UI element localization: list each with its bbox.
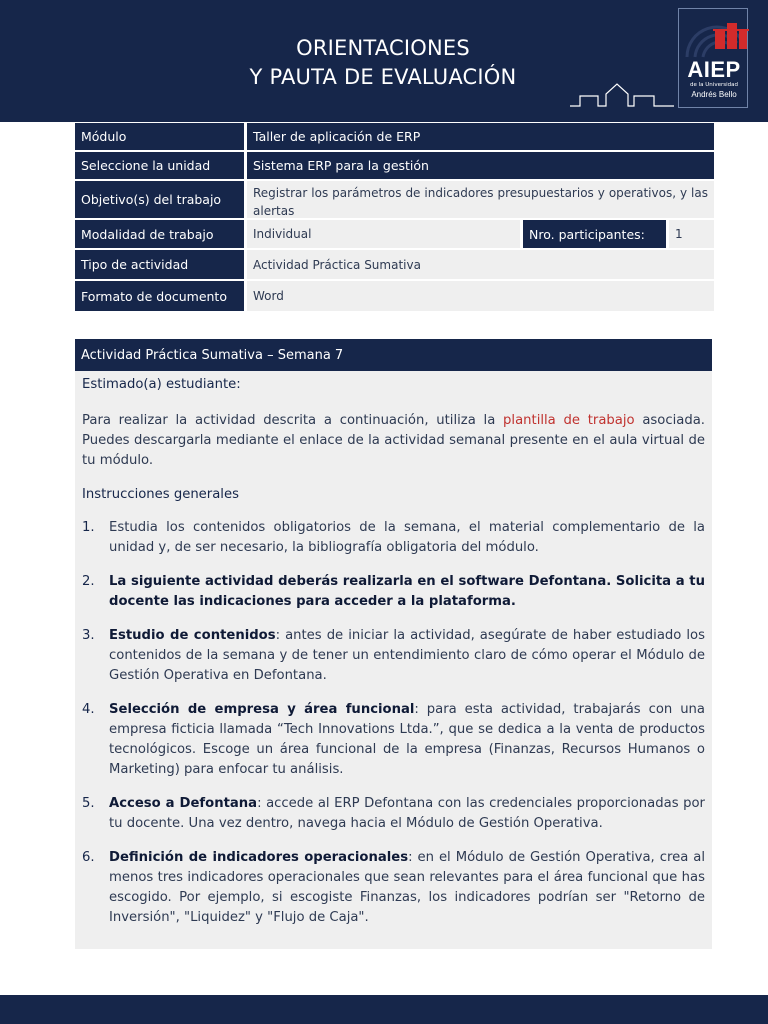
module-info-table [75, 123, 714, 313]
row-unidad [75, 152, 714, 179]
instructions-title: Instrucciones generales [82, 487, 239, 502]
modulo-value: Taller de aplicación de ERP [247, 123, 714, 150]
list-item [82, 518, 705, 558]
item-text [109, 626, 705, 686]
item-number: 1. [82, 520, 95, 535]
item-number: 2. [82, 574, 95, 589]
unidad-label: Seleccione la unidad [75, 152, 244, 179]
list-item [82, 794, 705, 834]
item-body: : en el Módulo de Gestión Operativa, crea al menos tres indicadores operacionales que sean relevantes para el área funcional que has escogido. Por ejemplo, si escogiste Finanzas, los indicadores podrían ser "Retorno de Inversión", "Liquidez" y "Flujo de Caja". [109, 850, 706, 925]
objetivo-value: Registrar los parámetros de indicadores presupuestarios y operativos, y las alertas [247, 181, 714, 218]
item-text [109, 848, 705, 928]
item-bold: Selección de empresa y área funcional [109, 702, 415, 717]
item-body: Estudia los contenidos obligatorios de la semana, el material complementario de la unidad y, de ser necesario, la bibliografía obligatoria del módulo. [109, 520, 705, 555]
modalidad-value: Individual [247, 220, 520, 248]
item-body: : accede al ERP Defontana con las credenciales proporcionadas por tu docente. Una vez dentro, navega hacia el Módulo de Gestión Operativa. [109, 796, 705, 831]
participantes-label: Nro. participantes: [523, 220, 666, 248]
item-text [109, 794, 705, 834]
intro-text-end: asociada. Puedes descargarla mediante el enlace de la actividad semanal presente en el aula virtual de tu módulo. [82, 413, 705, 468]
instructions-list [82, 518, 705, 928]
item-number: 3. [82, 628, 95, 643]
item-bold: Acceso a Defontana [109, 796, 258, 811]
activity-panel [75, 339, 712, 949]
participantes-value: 1 [669, 220, 714, 248]
intro-paragraph [82, 411, 705, 471]
item-number: 4. [82, 702, 95, 717]
row-modalidad [75, 220, 714, 248]
logo-subtitle: de la Universidad [690, 82, 738, 88]
item-bold: Estudio de contenidos [109, 628, 276, 643]
item-text [109, 700, 705, 780]
list-item [82, 626, 705, 686]
item-text [109, 572, 705, 612]
greeting: Estimado(a) estudiante: [82, 377, 241, 392]
row-objetivo [75, 181, 714, 218]
unidad-value: Sistema ERP para la gestión [247, 152, 714, 179]
activity-body [75, 371, 712, 928]
modalidad-label: Modalidad de trabajo [75, 220, 244, 248]
aiep-logo [678, 8, 748, 108]
page-title [160, 34, 606, 92]
list-item [82, 572, 705, 612]
row-formato [75, 281, 714, 311]
intro-text: Para realizar la actividad descrita a continuación, utiliza la [82, 413, 504, 428]
title-line-1: ORIENTACIONES [296, 36, 470, 60]
list-item [82, 700, 705, 780]
formato-value: Word [247, 281, 714, 311]
item-bold: La siguiente actividad deberás realizarla en el software Defontana. Solicita a tu docente las indicaciones para acceder a la plataforma. [109, 574, 705, 609]
logo-wordmark: AIEP [687, 57, 741, 82]
item-text [109, 518, 705, 558]
activity-heading: Actividad Práctica Sumativa – Semana 7 [75, 339, 712, 371]
item-body: : antes de iniciar la actividad, asegúrate de haber estudiado los contenidos de la semana y de tener un entendimiento claro de cómo operar el Módulo de Gestión Operativa en Defontana. [109, 628, 705, 683]
row-tipo [75, 250, 714, 279]
item-bold: Definición de indicadores operacionales [109, 850, 409, 865]
item-number: 6. [82, 850, 95, 865]
list-item [82, 848, 705, 928]
formato-label: Formato de documento [75, 281, 244, 311]
row-modulo [75, 123, 714, 150]
tipo-label: Tipo de actividad [75, 250, 244, 279]
item-number: 5. [82, 796, 95, 811]
title-line-2: Y PAUTA DE EVALUACIÓN [249, 65, 517, 89]
item-body: : para esta actividad, trabajarás con una empresa ficticia llamada “Tech Innovations Ltda.”, que se dedica a la venta de productos tecnológicos. Escoge un área funcional de la empresa (Finanzas, Recursos Humanos o Marketing) para enfocar tu análisis. [109, 702, 705, 777]
template-link[interactable]: plantilla de trabajo [503, 413, 635, 428]
page-header [0, 0, 768, 122]
modulo-label: Módulo [75, 123, 244, 150]
page-footer-bar [0, 995, 768, 1024]
tipo-value: Actividad Práctica Sumativa [247, 250, 714, 279]
logo-university: Andrés Bello [691, 90, 737, 99]
objetivo-label: Objetivo(s) del trabajo [75, 181, 244, 218]
